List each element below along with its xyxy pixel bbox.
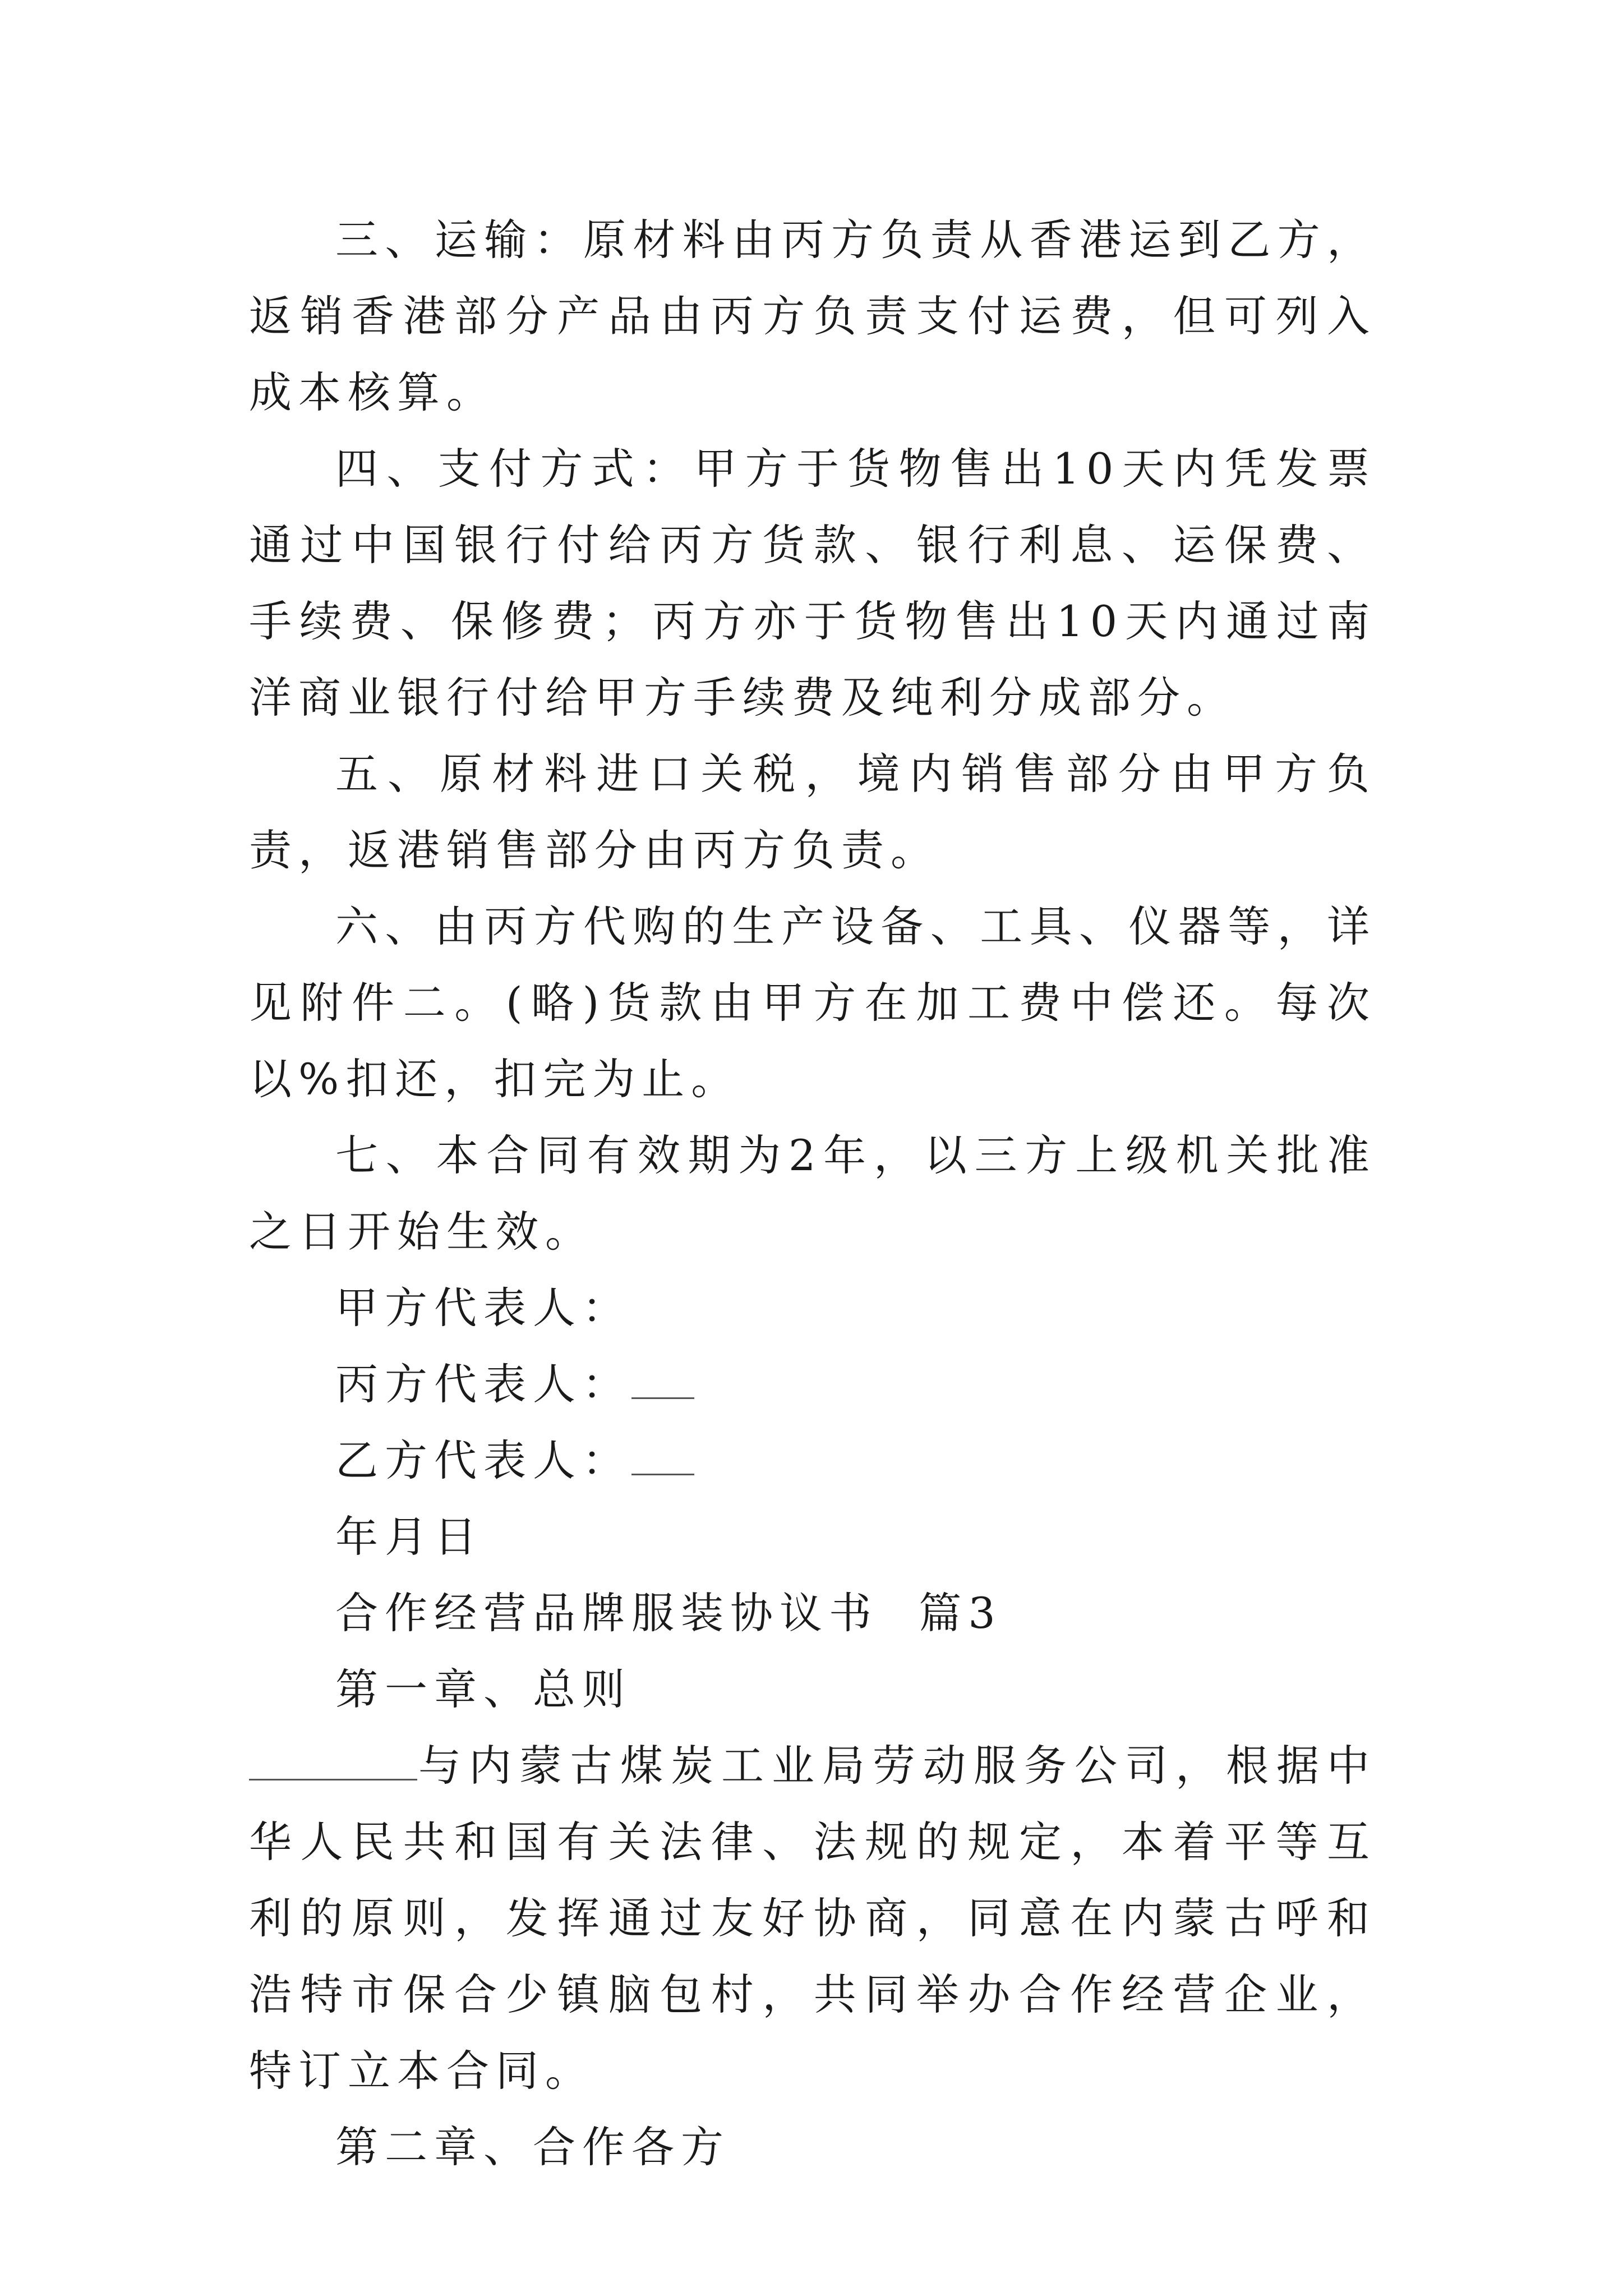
clause-transport: 三、运输：原材料由丙方负责从香港运到乙方，返销香港部分产品由丙方负责支付运费，但可列入成本核算。 [249,215,1376,417]
signature-party-c-label: 丙方代表人： [335,1359,631,1409]
signature-party-b [249,1423,1376,1499]
signature-party-a [249,1270,1376,1346]
document-body [249,202,1376,2185]
signature-party-c-blank [631,1365,694,1399]
signature-party-c [249,1346,1376,1423]
clause-payment: 四、支付方式：甲方于货物售出10天内凭发票通过中国银行付给丙方货款、银行利息、运保费、手续费、保修费；丙方亦于货物售出10天内通过南洋商业银行付给甲方手续费及纯利分成部分。 [249,444,1376,723]
date-line: 年月日 [335,1512,483,1562]
chapter-1-body-text: 与内蒙古煤炭工业局劳动服务公司，根据中华人民共和国有关法律、法规的规定，本着平等互利的原则，发挥通过友好协商，同意在内蒙古呼和浩特市保合少镇脑包村，共同举办合作经营企业，特订立本合同。 [249,1741,1376,2096]
chapter-2-heading: 第二章、合作各方 [335,2122,730,2172]
chapter-1-heading: 第一章、总则 [335,1664,631,1714]
clause-tariff: 五、原材料进口关税，境内销售部分由甲方负责，返港销售部分由丙方负责。 [249,749,1376,875]
clause-validity: 七、本合同有效期为2年，以三方上级机关批准之日开始生效。 [249,1130,1376,1257]
chapter-1-body [249,1728,1376,2109]
party-name-blank [249,1746,417,1780]
clause-equipment: 六、由丙方代购的生产设备、工具、仪器等，详见附件二。(略)货款由甲方在加工费中偿还。每次以%扣还，扣完为止。 [249,901,1376,1104]
section-title: 合作经营品牌服装协议书 篇3 [335,1588,1002,1638]
signature-party-a-label: 甲方代表人： [335,1283,631,1333]
signature-party-b-blank [631,1441,694,1475]
signature-party-b-label: 乙方代表人： [335,1435,631,1485]
